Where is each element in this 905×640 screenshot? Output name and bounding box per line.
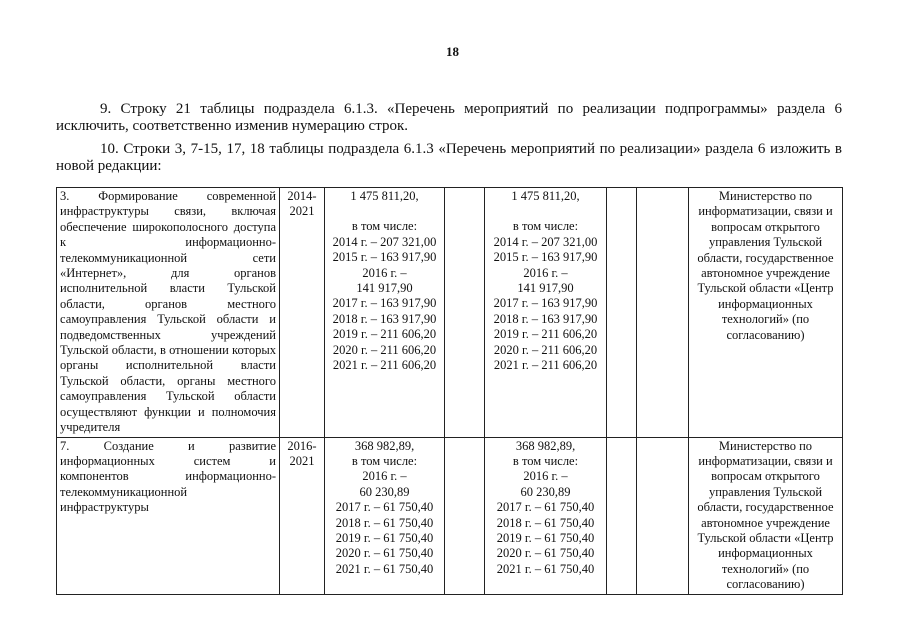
empty-cell <box>607 188 637 438</box>
executor-cell: Министерство по информатизации, связи и вопросам открытого управления Тульской области, государственное автономное учреждение Тульской области «Центр информационных технологий» (по согласованию) <box>689 437 843 594</box>
funding-line: 2021 г. – 211 606,20 <box>493 358 598 373</box>
funding-line <box>328 204 441 219</box>
funding-cell <box>325 188 445 438</box>
funding-line: 2015 г. – 163 917,90 <box>332 250 437 265</box>
funding-line: 2020 г. – 211 606,20 <box>493 342 598 357</box>
funding-line: в том числе: <box>512 453 579 468</box>
paragraph-9 <box>56 101 842 135</box>
funding-line: 2019 г. – 211 606,20 <box>493 327 598 342</box>
funding-cell-regional <box>485 188 607 438</box>
funding-line: 2016 г. – <box>523 265 568 280</box>
funding-line: 2017 г. – 61 750,40 <box>496 500 595 515</box>
table-row <box>57 188 843 438</box>
funding-line: в том числе: <box>512 219 579 234</box>
funding-line: 2020 г. – 211 606,20 <box>332 342 437 357</box>
empty-cell <box>637 188 689 438</box>
funding-line: 1 475 811,20, <box>350 189 419 203</box>
funding-cell-regional <box>485 437 607 594</box>
funding-line <box>488 204 603 219</box>
years-cell <box>280 188 325 438</box>
funding-line: 2018 г. – 61 750,40 <box>496 515 595 530</box>
measures-table <box>56 187 843 595</box>
years-end: 2021 <box>289 453 315 468</box>
paragraph-9-text: 9. Строку 21 таблицы подраздела 6.1.3. «Перечень мероприятий по реализации подпрограммы» раздела 6 исключить, соответственно изменив нумерацию строк. <box>56 101 842 134</box>
funding-line: 2018 г. – 163 917,90 <box>332 311 437 326</box>
funding-line: 60 230,89 <box>359 484 410 499</box>
funding-line: 60 230,89 <box>520 484 571 499</box>
paragraph-10 <box>56 141 842 175</box>
years-cell <box>280 437 325 594</box>
executor-cell: Министерство по информатизации, связи и вопросам открытого управления Тульской области, государственное автономное учреждение Тульской области «Центр информационных технологий» (по согласованию) <box>689 188 843 438</box>
paragraph-10-text: 10. Строки 3, 7-15, 17, 18 таблицы подраздела 6.1.3 «Перечень мероприятий по реализации» раздела 6 изложить в новой редакции: <box>56 141 842 174</box>
funding-line: 2014 г. – 207 321,00 <box>332 234 437 249</box>
funding-line: в том числе: <box>351 219 418 234</box>
funding-line: 2015 г. – 163 917,90 <box>493 250 598 265</box>
empty-cell <box>445 437 485 594</box>
funding-line: 368 982,89, <box>354 438 415 453</box>
funding-line: 2017 г. – 163 917,90 <box>493 296 598 311</box>
funding-line: 2019 г. – 61 750,40 <box>335 530 434 545</box>
funding-cell <box>325 437 445 594</box>
funding-line: 2017 г. – 163 917,90 <box>332 296 437 311</box>
funding-line: 1 475 811,20, <box>511 189 580 203</box>
page-number: 18 <box>446 44 459 59</box>
empty-cell <box>607 437 637 594</box>
funding-line: 2020 г. – 61 750,40 <box>335 546 434 561</box>
funding-line: 2016 г. – <box>362 265 407 280</box>
measure-name-cell: 3. Формирование современной инфраструктуры связи, включая обеспечение широкополосного доступа к информационно-телекоммуникационной сети «Интернет», для органов исполнительной власти Тульской области, органов местного самоуправления Тульской области и подведомственных учреждений Тульской области, в отношении которых органы исполнительной власти Тульской области, органы местного самоуправления Тульской области осуществляют функции и полномочия учредителя <box>57 188 280 438</box>
years-start: 2016- <box>287 438 317 453</box>
funding-line: 2021 г. – 61 750,40 <box>335 561 434 576</box>
funding-line: 141 917,90 <box>356 281 413 296</box>
funding-line: 2019 г. – 211 606,20 <box>332 327 437 342</box>
empty-cell <box>637 437 689 594</box>
funding-line: в том числе: <box>351 453 418 468</box>
funding-line: 2016 г. – <box>362 469 407 484</box>
funding-line: 368 982,89, <box>515 438 576 453</box>
measure-name-cell: 7. Создание и развитие информационных систем и компонентов информационно-телекоммуникационной инфраструктуры <box>57 437 280 594</box>
years-start: 2014- <box>287 189 317 203</box>
funding-line: 141 917,90 <box>517 281 574 296</box>
funding-line: 2014 г. – 207 321,00 <box>493 234 598 249</box>
funding-line: 2021 г. – 61 750,40 <box>496 561 595 576</box>
years-end: 2021 <box>289 204 315 219</box>
funding-line: 2021 г. – 211 606,20 <box>332 358 437 373</box>
funding-line: 2019 г. – 61 750,40 <box>496 530 595 545</box>
empty-cell <box>445 188 485 438</box>
funding-line: 2020 г. – 61 750,40 <box>496 546 595 561</box>
funding-line: 2016 г. – <box>523 469 568 484</box>
funding-line: 2018 г. – 163 917,90 <box>493 311 598 326</box>
table-row <box>57 437 843 594</box>
funding-line: 2018 г. – 61 750,40 <box>335 515 434 530</box>
funding-line: 2017 г. – 61 750,40 <box>335 500 434 515</box>
